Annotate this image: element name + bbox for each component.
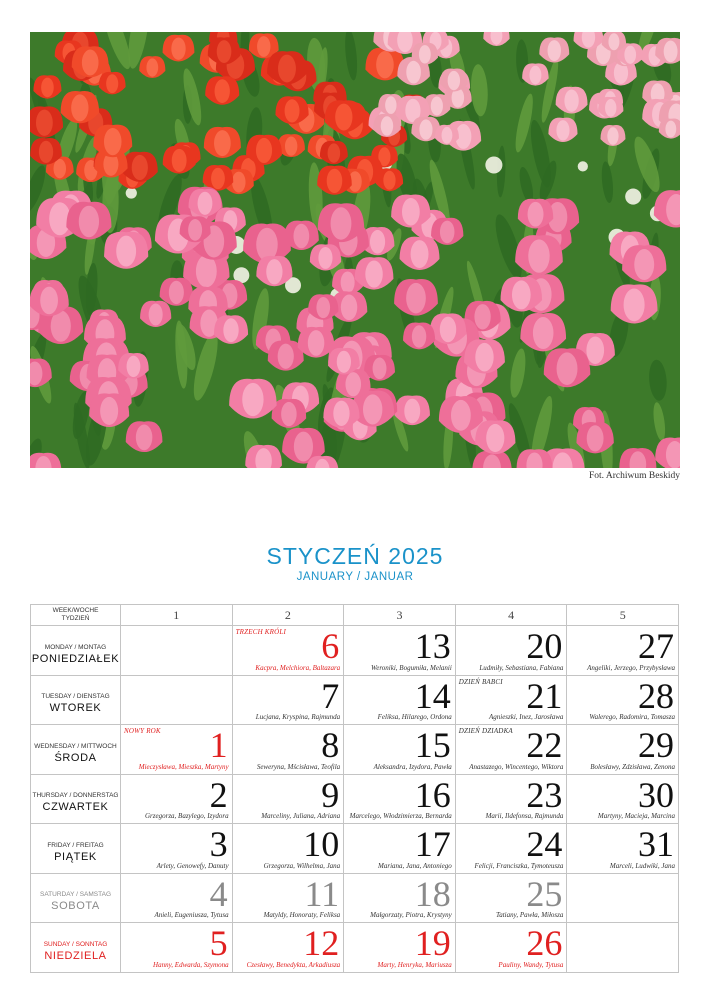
week-header-row <box>31 605 679 626</box>
date-number: 2 <box>209 774 228 815</box>
date-cell[interactable] <box>455 774 567 824</box>
date-number: 24 <box>526 824 563 864</box>
week-corner-label <box>31 605 121 626</box>
weekday-name-pl: PIĄTEK <box>54 850 97 863</box>
week-number: 4 <box>455 605 567 626</box>
name-day-list: Pauliny, Wandy, Tytusa <box>498 960 564 969</box>
weekday-name-en: SUNDAY / SONNTAG <box>43 940 108 948</box>
week-label-pl: TYDZIEŃ <box>61 615 90 622</box>
date-number: 22 <box>526 725 563 765</box>
tulip-photo <box>30 32 680 468</box>
holiday-label: DZIEŃ BABCI <box>458 677 503 686</box>
date-cell[interactable] <box>121 824 233 874</box>
date-number: 18 <box>414 873 451 914</box>
weekday-label <box>31 626 121 676</box>
name-day-list: Aleksandra, Izydora, Pawła <box>373 762 452 771</box>
weekday-name-en: THURSDAY / DONNERSTAG <box>32 792 119 800</box>
date-cell[interactable] <box>344 873 456 923</box>
day-row <box>31 626 679 676</box>
holiday-label: TRZECH KRÓLI <box>235 628 287 636</box>
name-day-list: Grzegorza, Bazylego, Izydora <box>144 812 229 820</box>
weekday-label <box>31 725 121 775</box>
name-day-list: Matyldy, Honoraty, Feliksa <box>263 911 341 919</box>
date-number: 20 <box>526 626 563 666</box>
date-cell[interactable] <box>455 675 567 725</box>
weekday-name-en: MONDAY / MONTAG <box>44 643 107 651</box>
name-day-list: Mieczysława, Mieszka, Martyny <box>138 762 229 771</box>
name-day-list: Grzegorza, Wilhelma, Jana <box>263 861 341 870</box>
name-day-list: Martyny, Macieja, Marcina <box>597 812 675 820</box>
date-number: 31 <box>638 824 674 864</box>
date-cell[interactable] <box>232 626 344 676</box>
weekday-name-en: FRIDAY / FREITAG <box>47 841 104 849</box>
name-day-list: Marty, Henryka, Mariusza <box>377 960 452 969</box>
week-number: 1 <box>121 605 233 626</box>
name-day-list: Walerego, Radomira, Tomasza <box>589 713 675 721</box>
weekday-name-en: WEDNESDAY / MITTWOCH <box>34 742 117 750</box>
weekday-label <box>31 675 121 725</box>
date-cell[interactable] <box>567 725 679 775</box>
name-day-list: Hanny, Edwarda, Szymona <box>153 960 229 969</box>
date-number: 14 <box>414 675 451 716</box>
date-number: 19 <box>414 923 451 963</box>
day-row <box>31 725 679 775</box>
date-number: 1 <box>209 725 228 765</box>
date-cell[interactable] <box>344 774 456 824</box>
date-cell[interactable] <box>567 626 679 676</box>
name-day-list: Tatiany, Pawła, Miłosza <box>495 911 564 919</box>
empty-cell <box>567 873 679 923</box>
date-cell[interactable] <box>232 824 344 874</box>
name-day-list: Mariana, Jana, Antoniego <box>378 861 452 870</box>
date-cell[interactable] <box>344 626 456 676</box>
date-number: 26 <box>526 923 563 963</box>
date-cell[interactable] <box>232 923 344 973</box>
photo-credit: Fot. Archiwum Beskidy <box>588 471 680 481</box>
date-cell[interactable] <box>344 725 456 775</box>
name-day-list: Bolesławy, Zdzisława, Zenona <box>590 762 675 771</box>
name-day-list: Małgorzaty, Piotra, Krystyny <box>370 911 452 919</box>
date-cell[interactable] <box>567 774 679 824</box>
date-number: 3 <box>209 824 228 864</box>
weekday-label <box>31 774 121 824</box>
name-day-list: Marii, Ildefonsa, Rajmunda <box>485 812 564 820</box>
date-number: 11 <box>304 873 340 914</box>
name-day-list: Kacpra, Melchiora, Baltazara <box>255 663 341 672</box>
date-cell[interactable] <box>232 873 344 923</box>
empty-cell <box>567 923 679 973</box>
day-row <box>31 824 679 874</box>
month-title: STYCZEŃ 2025 <box>266 543 444 569</box>
date-number: 21 <box>526 675 563 716</box>
week-label-en: WEEK/WOCHE <box>52 607 99 614</box>
name-day-list: Lucjana, Kryspina, Rajmunda <box>255 713 341 721</box>
name-day-list: Angeliki, Jerzego, Przybysława <box>587 663 675 672</box>
day-row <box>31 675 679 725</box>
holiday-label: NOWY ROK <box>124 727 161 735</box>
weekday-name-pl: SOBOTA <box>51 900 100 913</box>
name-day-list: Agnieszki, Inez, Jarosława <box>488 713 564 721</box>
date-cell[interactable] <box>344 675 456 725</box>
date-number: 28 <box>638 675 674 716</box>
name-day-list: Czesławy, Benedykta, Arkadiusza <box>246 960 341 969</box>
name-day-list: Marceliny, Juliana, Adriana <box>261 812 341 820</box>
name-day-list: Ludmiły, Sebastiana, Fabiana <box>479 663 564 672</box>
date-cell[interactable] <box>455 873 567 923</box>
name-day-list: Arlety, Genowefy, Danuty <box>156 861 229 870</box>
date-number: 7 <box>321 675 340 716</box>
name-day-list: Anieli, Eugeniusza, Tytusa <box>154 911 229 919</box>
date-cell[interactable] <box>455 725 567 775</box>
date-number: 15 <box>414 725 451 765</box>
date-cell[interactable] <box>232 774 344 824</box>
date-number: 25 <box>526 873 563 914</box>
date-cell[interactable] <box>121 774 233 824</box>
date-number: 8 <box>321 725 340 765</box>
date-number: 5 <box>209 923 228 963</box>
weekday-label <box>31 873 121 923</box>
date-cell[interactable] <box>121 923 233 973</box>
weekday-name-pl: WTOREK <box>49 702 102 715</box>
day-row <box>31 774 679 824</box>
weekday-name-pl: NIEDZIELA <box>44 949 107 962</box>
name-day-list: Feliksa, Hilarego, Ordona <box>377 713 452 721</box>
name-day-list: Anastazego, Wincentego, Wiktora <box>469 762 564 771</box>
date-number: 16 <box>414 774 451 815</box>
date-number: 6 <box>321 626 340 666</box>
empty-cell <box>121 626 233 676</box>
tulip-field-image <box>30 32 680 468</box>
date-cell[interactable] <box>455 923 567 973</box>
weekday-label <box>31 923 121 973</box>
week-number: 2 <box>232 605 344 626</box>
weekday-label <box>31 824 121 874</box>
weekday-name-pl: CZWARTEK <box>42 801 109 814</box>
name-day-list: Marceli, Ludwiki, Jana <box>609 861 675 870</box>
date-cell[interactable] <box>232 675 344 725</box>
month-header <box>0 543 710 584</box>
date-number: 9 <box>321 774 340 815</box>
date-number: 10 <box>303 824 340 864</box>
calendar-grid <box>30 604 679 973</box>
date-number: 17 <box>414 824 451 864</box>
weekday-name-en: TUESDAY / DIENSTAG <box>41 693 110 701</box>
weekday-name-en: SATURDAY / SAMSTAG <box>39 891 112 899</box>
day-row <box>31 923 679 973</box>
date-number: 12 <box>303 923 340 963</box>
date-cell[interactable] <box>344 824 456 874</box>
date-cell[interactable] <box>121 725 233 775</box>
date-number: 29 <box>638 725 674 765</box>
date-cell[interactable] <box>121 873 233 923</box>
date-number: 4 <box>209 873 228 914</box>
holiday-label: DZIEŃ DZIADKA <box>458 727 513 735</box>
date-cell[interactable] <box>344 923 456 973</box>
week-number: 3 <box>344 605 456 626</box>
date-number: 13 <box>414 626 451 666</box>
empty-cell <box>121 675 233 725</box>
date-cell[interactable] <box>232 725 344 775</box>
weekday-name-pl: ŚRODA <box>54 751 97 764</box>
week-number: 5 <box>567 605 679 626</box>
weekday-name-pl: PONIEDZIAŁEK <box>31 652 120 665</box>
name-day-list: Felicji, Franciszka, Tymoteusza <box>474 861 564 870</box>
date-number: 30 <box>638 774 674 815</box>
date-number: 23 <box>526 774 563 815</box>
date-cell[interactable] <box>455 824 567 874</box>
name-day-list: Weroniki, Bogumiła, Melanii <box>371 663 452 672</box>
day-row <box>31 873 679 923</box>
month-subtitle: JANUARY / JANUAR <box>296 571 414 583</box>
date-cell[interactable] <box>567 824 679 874</box>
date-cell[interactable] <box>455 626 567 676</box>
date-cell[interactable] <box>567 675 679 725</box>
date-number: 27 <box>638 626 674 666</box>
name-day-list: Seweryna, Mścisława, Teofila <box>256 762 341 771</box>
name-day-list: Marcelego, Włodzimierza, Bernarda <box>349 812 452 820</box>
